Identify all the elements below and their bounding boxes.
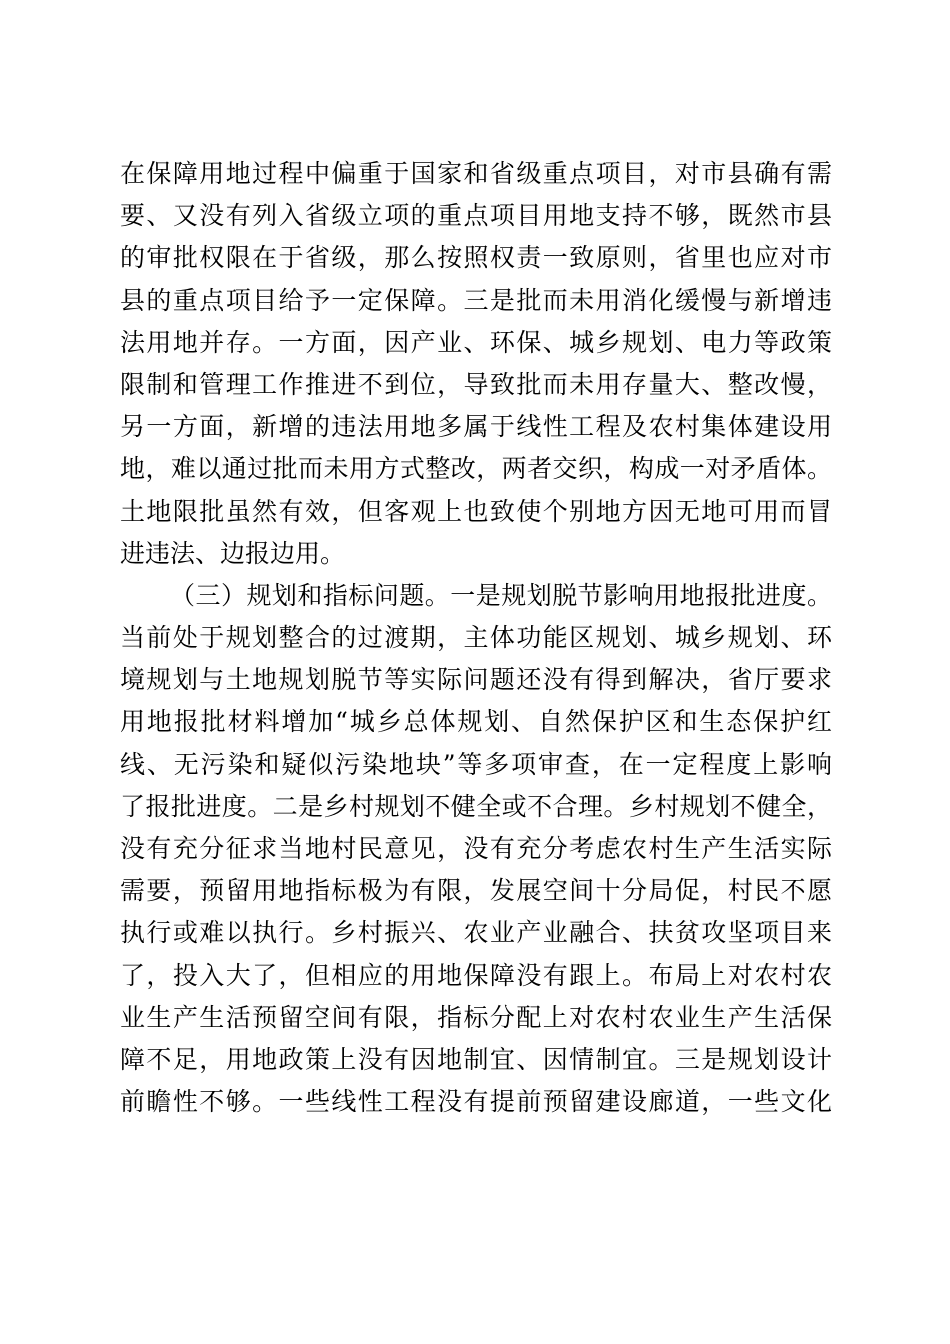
text-line: 限制和管理工作推进不到位，导致批而未用存量大、整改慢， bbox=[120, 369, 832, 399]
text-line: 了，投入大了，但相应的用地保障没有跟上。布局上对农村农 bbox=[120, 960, 832, 990]
text-line: 没有充分征求当地村民意见，没有充分考虑农村生产生活实际 bbox=[120, 834, 832, 863]
text-line: 境规划与土地规划脱节等实际问题还没有得到解决，省厅要求 bbox=[120, 665, 832, 695]
text-line: 法用地并存。一方面，因产业、环保、城乡规划、电力等政策 bbox=[120, 327, 832, 357]
text-line: 需要，预留用地指标极为有限，发展空间十分局促，村民不愿 bbox=[120, 876, 832, 906]
text-line: 的审批权限在于省级，那么按照权责一致原则，省里也应对市 bbox=[120, 243, 832, 273]
text-line: 执行或难以执行。乡村振兴、农业产业融合、扶贫攻坚项目来 bbox=[120, 918, 832, 948]
text-line: 另一方面，新增的违法用地多属于线性工程及农村集体建设用 bbox=[120, 412, 832, 442]
text-line: 线、无污染和疑似污染地块”等多项审查，在一定程度上影响 bbox=[120, 749, 832, 779]
text-line: 业生产生活预留空间有限，指标分配上对农村农业生产生活保 bbox=[120, 1002, 832, 1032]
text-line: 了报批进度。二是乡村规划不健全或不合理。乡村规划不健全， bbox=[120, 791, 832, 821]
text-line: 土地限批虽然有效，但客观上也致使个别地方因无地可用而冒 bbox=[120, 496, 832, 526]
text-line: 障不足，用地政策上没有因地制宜、因情制宜。三是规划设计 bbox=[120, 1044, 832, 1074]
body-text bbox=[120, 153, 832, 1123]
text-line: 县的重点项目给予一定保障。三是批而未用消化缓慢与新增违 bbox=[120, 285, 832, 315]
paragraph-end-line: 进违法、边报边用。 bbox=[120, 538, 346, 568]
text-line: 前瞻性不够。一些线性工程没有提前预留建设廊道，一些文化 bbox=[120, 1087, 832, 1117]
text-line: 地，难以通过批而未用方式整改，两者交织，构成一对矛盾体。 bbox=[120, 454, 832, 484]
text-line: 当前处于规划整合的过渡期，主体功能区规划、城乡规划、环 bbox=[120, 623, 832, 653]
text-line: 要、又没有列入省级立项的重点项目用地支持不够，既然市县 bbox=[120, 201, 832, 231]
section-heading-line: （三）规划和指标问题。一是规划脱节影响用地报批进度。 bbox=[170, 580, 832, 610]
text-line: 用地报批材料增加“城乡总体规划、自然保护区和生态保护红 bbox=[120, 707, 832, 737]
text-line: 在保障用地过程中偏重于国家和省级重点项目，对市县确有需 bbox=[120, 159, 832, 188]
